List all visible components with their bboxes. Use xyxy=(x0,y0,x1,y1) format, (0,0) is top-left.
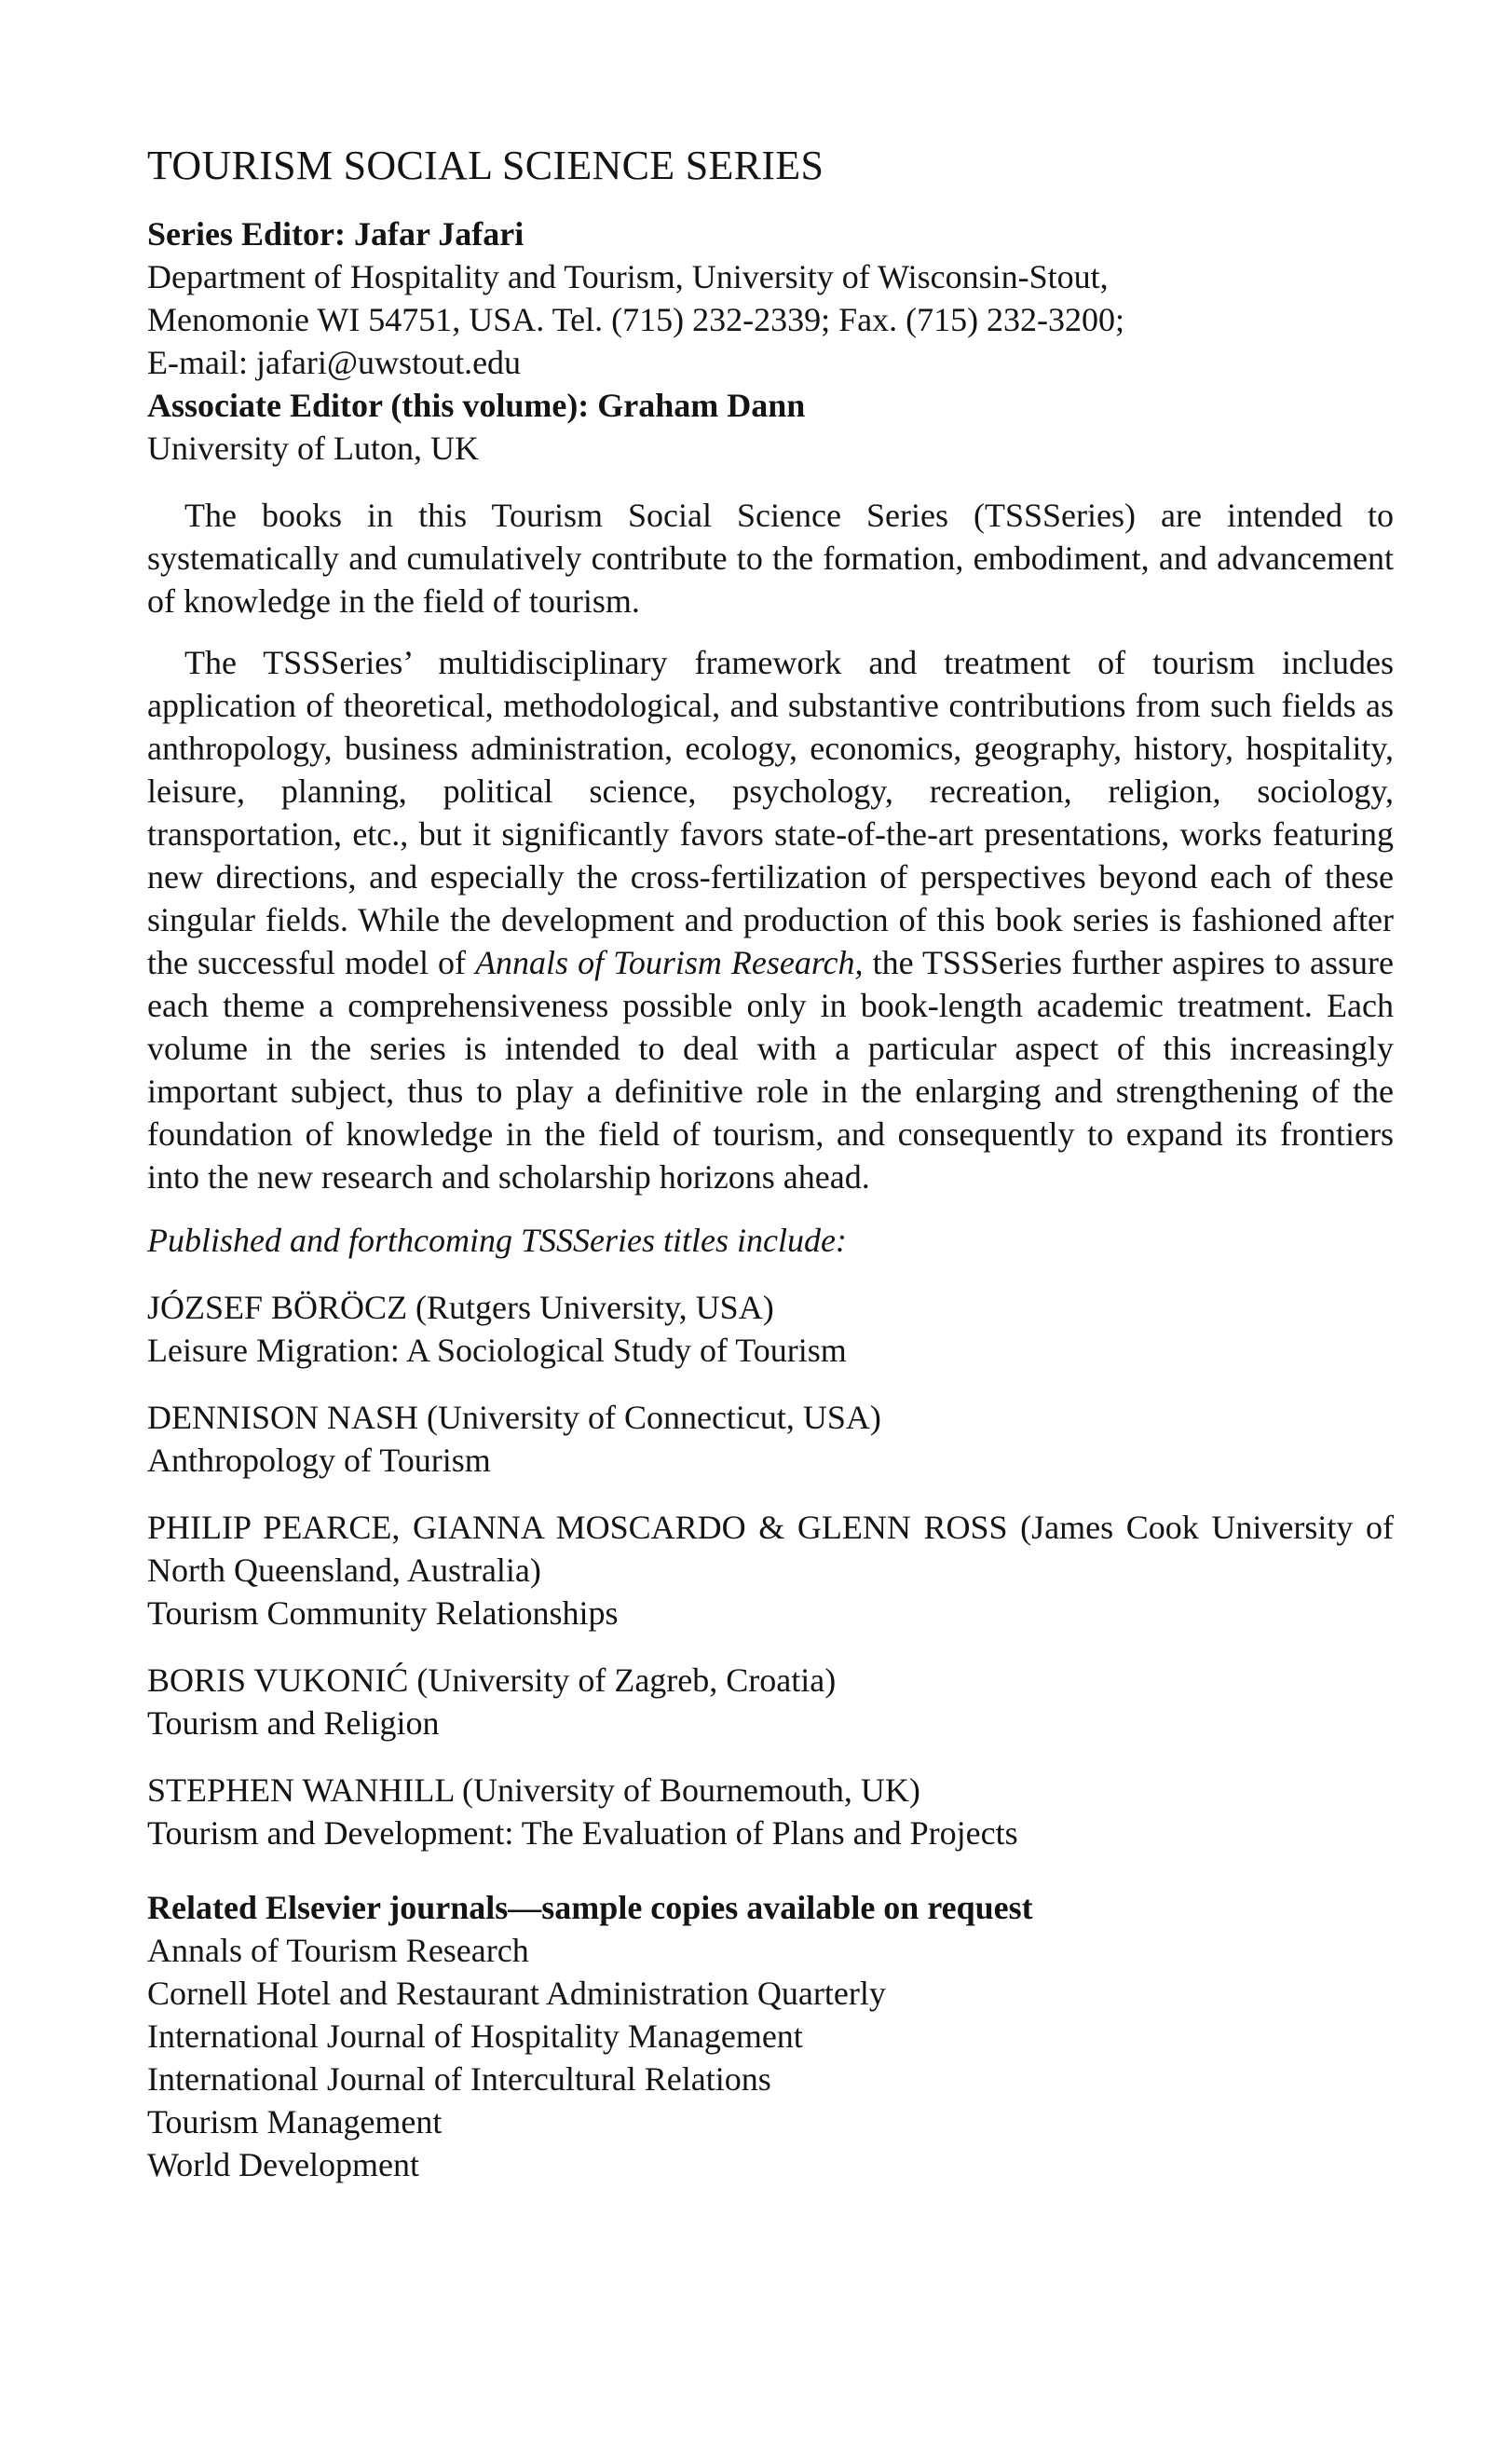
title-entry xyxy=(147,1769,1394,1854)
title-author: PHILIP PEARCE, GIANNA MOSCARDO & GLENN ROSS (James Cook University of North Queensland, Australia) xyxy=(147,1509,1394,1589)
intro-paragraph: The books in this Tourism Social Science Series (TSSSeries) are intended to systematically and cumulatively contribute to the formation, embodiment, and advancement of knowledge in the field of tourism. xyxy=(147,497,1394,620)
series-editor-block xyxy=(147,212,1394,384)
journal-item: International Journal of Hospitality Management xyxy=(147,2017,803,2055)
related-journals-block xyxy=(147,1886,1394,2186)
book-page xyxy=(147,140,1394,2186)
title-entry xyxy=(147,1506,1394,1634)
framework-paragraph xyxy=(147,641,1394,1198)
editor-address-line: Menomonie WI 54751, USA. Tel. (715) 232-2339; Fax. (715) 232-3200; xyxy=(147,301,1125,338)
journal-title-italic: Annals of Tourism Research, xyxy=(475,944,864,981)
title-author: JÓZSEF BÖRÖCZ (Rutgers University, USA) xyxy=(147,1289,774,1326)
related-journals-heading: Related Elsevier journals—sample copies available on request xyxy=(147,1889,1033,1926)
editor-email-line: E-mail: jafari@uwstout.edu xyxy=(147,344,522,381)
series-editor-heading: Series Editor: Jafar Jafari xyxy=(147,215,524,253)
associate-editor-affiliation: University of Luton, UK xyxy=(147,430,479,467)
series-title: TOURISM SOCIAL SCIENCE SERIES xyxy=(147,143,824,188)
journal-item: Tourism Management xyxy=(147,2103,443,2140)
editor-address-line: Department of Hospitality and Tourism, University of Wisconsin-Stout, xyxy=(147,258,1109,295)
journal-item: International Journal of Intercultural Relations xyxy=(147,2060,771,2098)
title-name: Tourism and Religion xyxy=(147,1704,440,1742)
titles-intro: Published and forthcoming TSSSeries titles include: xyxy=(147,1222,847,1259)
title-entry xyxy=(147,1286,1394,1372)
title-author: STEPHEN WANHILL (University of Bournemouth, UK) xyxy=(147,1771,920,1809)
titles-list xyxy=(147,1286,1394,1854)
title-name: Tourism and Development: The Evaluation of Plans and Projects xyxy=(147,1814,1018,1852)
title-entry xyxy=(147,1396,1394,1482)
journal-item: Annals of Tourism Research xyxy=(147,1932,529,1969)
associate-editor-heading: Associate Editor (this volume): Graham Dann xyxy=(147,387,806,424)
title-name: Leisure Migration: A Sociological Study of Tourism xyxy=(147,1332,847,1369)
title-author: DENNISON NASH (University of Connecticut, USA) xyxy=(147,1399,881,1436)
title-name: Tourism Community Relationships xyxy=(147,1594,619,1632)
journal-item: World Development xyxy=(147,2146,420,2183)
title-name: Anthropology of Tourism xyxy=(147,1442,491,1479)
framework-text-part2: the TSSSeries further aspires to assure each theme a comprehensiveness possible only in book-length academic treatment. Each volume in the series is intended to deal with a particular aspect of this increasingly important subject, thus to play a definitive role in the enlarging and strengthening of the foundation of knowledge in the field of tourism, and consequently to expand its frontiers into the new research and scholarship horizons ahead. xyxy=(147,944,1394,1196)
associate-editor-block xyxy=(147,384,1394,470)
title-entry xyxy=(147,1659,1394,1744)
framework-text-part1: The TSSSeries’ multidisciplinary framework and treatment of tourism includes application of theoretical, methodological, and substantive contributions from such fields as anthropology, business administration, ecology, economics, geography, history, hospitality, leisure, planning, political science, psychology, recreation, religion, sociology, transportation, etc., but it significantly favors state-of-the-art presentations, works featuring new directions, and especially the cross-fertilization of perspectives beyond each of these singular fields. While the development and production of this book series is fashioned after the successful model of xyxy=(147,644,1394,981)
journal-item: Cornell Hotel and Restaurant Administration Quarterly xyxy=(147,1975,886,2012)
title-author: BORIS VUKONIĆ (University of Zagreb, Croatia) xyxy=(147,1662,837,1699)
